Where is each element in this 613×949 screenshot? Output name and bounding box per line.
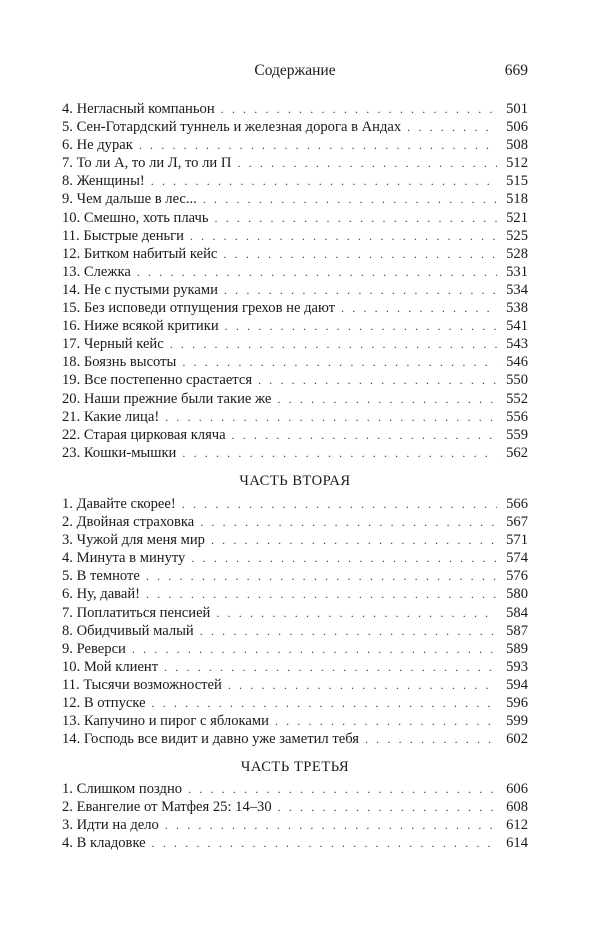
dot-leader	[165, 408, 497, 426]
toc-entry-page: 567	[506, 514, 528, 531]
dot-leader	[146, 567, 497, 585]
toc-entry-page: 541	[506, 318, 528, 335]
toc-entry-page: 602	[506, 731, 528, 748]
toc-entry-label: 7. Поплатиться пенсией	[62, 604, 211, 621]
running-header	[62, 62, 528, 82]
toc-entry-page: 531	[506, 263, 528, 280]
dot-leader	[182, 495, 497, 513]
toc-entry	[62, 585, 528, 603]
toc-entry	[62, 640, 528, 658]
toc-section-part-2	[62, 495, 528, 748]
dot-leader	[182, 353, 497, 371]
toc-entry-label: 3. Идти на дело	[62, 817, 159, 834]
toc-entry	[62, 658, 528, 676]
toc-entry-label: 23. Кошки-мышки	[62, 444, 177, 461]
toc-entry-label: 21. Какие лица!	[62, 408, 160, 425]
toc-entry	[62, 408, 528, 426]
toc-entry-label: 12. Битком набитый кейс	[62, 245, 218, 262]
page-title: Содержание	[254, 62, 336, 79]
dot-leader	[164, 658, 497, 676]
toc-entry-label: 1. Давайте скорее!	[62, 496, 176, 512]
toc-entry-page: 512	[506, 155, 528, 172]
dot-leader	[275, 712, 497, 730]
dot-leader	[407, 118, 497, 136]
toc-entry-page: 584	[506, 604, 528, 621]
toc-entry	[62, 604, 528, 622]
toc-entry-page: 594	[506, 676, 528, 693]
toc-entry-label: 14. Не с пустыми руками	[62, 281, 218, 298]
toc-entry-label: 8. Обидчивый малый	[62, 622, 194, 639]
toc-entry-page: 562	[506, 444, 528, 461]
toc-entry-page: 587	[506, 622, 528, 639]
dot-leader	[228, 676, 497, 694]
toc-entry-page: 606	[506, 781, 528, 797]
toc-entry	[62, 371, 528, 389]
toc-entry-page: 599	[506, 713, 528, 730]
dot-leader	[211, 531, 497, 549]
dot-leader	[152, 694, 497, 712]
toc-entry-page: 538	[506, 300, 528, 317]
toc-entry	[62, 780, 528, 798]
toc-entry-page: 543	[506, 336, 528, 353]
toc-entry	[62, 390, 528, 408]
toc-entry-page: 589	[506, 640, 528, 657]
dot-leader	[200, 622, 497, 640]
toc-entry-page: 521	[506, 209, 528, 226]
toc-entry	[62, 118, 528, 136]
toc-entry	[62, 549, 528, 567]
toc-entry-label: 5. В темноте	[62, 568, 140, 585]
toc-entry-page: 608	[506, 799, 528, 816]
dot-leader	[165, 816, 497, 834]
toc-entry	[62, 227, 528, 245]
toc-entry	[62, 245, 528, 263]
toc-entry-page: 506	[506, 119, 528, 136]
toc-entry-page: 552	[506, 390, 528, 407]
toc-entry-label: 10. Мой клиент	[62, 658, 159, 675]
toc-entry-page: 550	[506, 372, 528, 389]
toc-entry-label: 18. Боязнь высоты	[62, 354, 177, 371]
toc-entry	[62, 281, 528, 299]
toc-entry	[62, 172, 528, 190]
toc-entry-page: 593	[506, 658, 528, 675]
toc-entry-label: 9. Чем дальше в лес...	[62, 191, 197, 208]
toc-entry-label: 20. Наши прежние были такие же	[62, 390, 272, 407]
toc-entry-label: 19. Все постепенно срастается	[62, 372, 253, 389]
toc-entry-page: 566	[506, 496, 528, 512]
toc-entry-page: 580	[506, 586, 528, 603]
dot-leader	[188, 780, 497, 798]
toc-entry-label: 13. Слежка	[62, 263, 131, 280]
toc-entry-label: 22. Старая цирковая кляча	[62, 426, 226, 443]
toc-entry-label: 2. Евангелие от Матфея 25: 14–30	[62, 799, 272, 816]
dot-leader	[137, 263, 497, 281]
toc-entry-label: 4. Негласный компаньон	[62, 101, 215, 117]
toc-entry	[62, 495, 528, 513]
toc-entry-page: 576	[506, 568, 528, 585]
dot-leader	[215, 209, 498, 227]
toc-entry-label: 17. Черный кейс	[62, 336, 164, 353]
dot-leader	[139, 136, 497, 154]
toc-entry	[62, 209, 528, 227]
dot-leader	[152, 834, 497, 852]
dot-leader	[277, 390, 497, 408]
toc-entry	[62, 730, 528, 748]
dot-leader	[216, 604, 497, 622]
toc-entry-page: 612	[506, 817, 528, 834]
toc-entry-page: 528	[506, 245, 528, 262]
dot-leader	[182, 444, 497, 462]
toc-entry-label: 11. Тысячи возможностей	[62, 676, 222, 693]
dot-leader	[278, 798, 497, 816]
dot-leader	[170, 335, 497, 353]
toc-entry-label: 13. Капучино и пирог с яблоками	[62, 713, 269, 730]
dot-leader	[146, 585, 497, 603]
part-3-heading: ЧАСТЬ ТРЕТЬЯ	[240, 759, 350, 775]
toc-entry-page: 571	[506, 532, 528, 549]
toc-entry	[62, 531, 528, 549]
toc-entry-label: 12. В отпуске	[62, 695, 146, 712]
dot-leader	[225, 317, 497, 335]
toc-entry-label: 6. Не дурак	[62, 137, 133, 154]
toc-entry-page: 546	[506, 354, 528, 371]
toc-entry-label: 16. Ниже всякой критики	[62, 318, 219, 335]
dot-leader	[224, 281, 497, 299]
toc-entry-label: 4. В кладовке	[62, 835, 146, 852]
toc-entry-page: 596	[506, 695, 528, 712]
toc-entry-page: 518	[506, 191, 528, 208]
toc-entry	[62, 444, 528, 462]
toc-entry	[62, 353, 528, 371]
toc-entry	[62, 335, 528, 353]
toc-entry	[62, 299, 528, 317]
toc-entry	[62, 136, 528, 154]
dot-leader	[221, 100, 497, 118]
toc-entry-label: 7. То ли А, то ли Л, то ли П	[62, 155, 232, 172]
dot-leader	[191, 549, 497, 567]
toc-entry	[62, 712, 528, 730]
toc-entry	[62, 834, 528, 852]
toc-entry-label: 14. Господь все видит и давно уже заметил тебя	[62, 731, 359, 748]
dot-leader	[200, 513, 497, 531]
toc-entry-label: 2. Двойная страховка	[62, 514, 195, 531]
toc-entry	[62, 567, 528, 585]
toc-entry	[62, 694, 528, 712]
dot-leader	[365, 730, 497, 748]
toc-entry	[62, 263, 528, 281]
toc-section-part-1	[62, 100, 528, 462]
dot-leader	[237, 154, 497, 172]
toc-entry	[62, 513, 528, 531]
toc-section-part-3	[62, 780, 528, 852]
toc-entry	[62, 622, 528, 640]
part-2-heading: ЧАСТЬ ВТОРАЯ	[239, 473, 351, 489]
toc-entry-page: 501	[506, 101, 528, 117]
toc-entry-label: 9. Реверси	[62, 640, 126, 657]
dot-leader	[341, 299, 497, 317]
toc-entry-label: 8. Женщины!	[62, 173, 145, 190]
page-number: 669	[504, 62, 528, 79]
toc-entry-page: 515	[506, 173, 528, 190]
toc-entry	[62, 798, 528, 816]
dot-leader	[151, 172, 497, 190]
toc-entry	[62, 154, 528, 172]
toc-entry	[62, 317, 528, 335]
toc-entry-label: 11. Быстрые деньги	[62, 227, 184, 244]
toc-entry	[62, 816, 528, 834]
toc-entry-page: 614	[506, 835, 528, 852]
dot-leader	[258, 371, 497, 389]
toc-entry	[62, 676, 528, 694]
toc-entry-page: 574	[506, 550, 528, 567]
toc-entry-label: 5. Сен-Готардский туннель и железная дорога в Андах	[62, 119, 402, 136]
toc-entry	[62, 426, 528, 444]
toc-entry-label: 6. Ну, давай!	[62, 586, 141, 603]
dot-leader	[190, 227, 497, 245]
dot-leader	[132, 640, 497, 658]
toc-entry-page: 508	[506, 137, 528, 154]
toc-entry-page: 556	[506, 408, 528, 425]
toc-entry-label: 3. Чужой для меня мир	[62, 532, 205, 549]
toc-entry-page: 559	[506, 426, 528, 443]
toc-entry-label: 10. Смешно, хоть плачь	[62, 209, 209, 226]
toc-entry-label: 15. Без исповеди отпущения грехов не дают	[62, 300, 336, 317]
toc-entry-label: 4. Минута в минуту	[62, 550, 186, 567]
toc-entry-page: 525	[506, 227, 528, 244]
toc-entry	[62, 190, 528, 208]
toc-entry	[62, 100, 528, 118]
dot-leader	[232, 426, 497, 444]
dot-leader	[223, 245, 497, 263]
toc-entry-page: 534	[506, 281, 528, 298]
toc-entry-label: 1. Слишком поздно	[62, 781, 183, 797]
dot-leader	[203, 190, 497, 208]
